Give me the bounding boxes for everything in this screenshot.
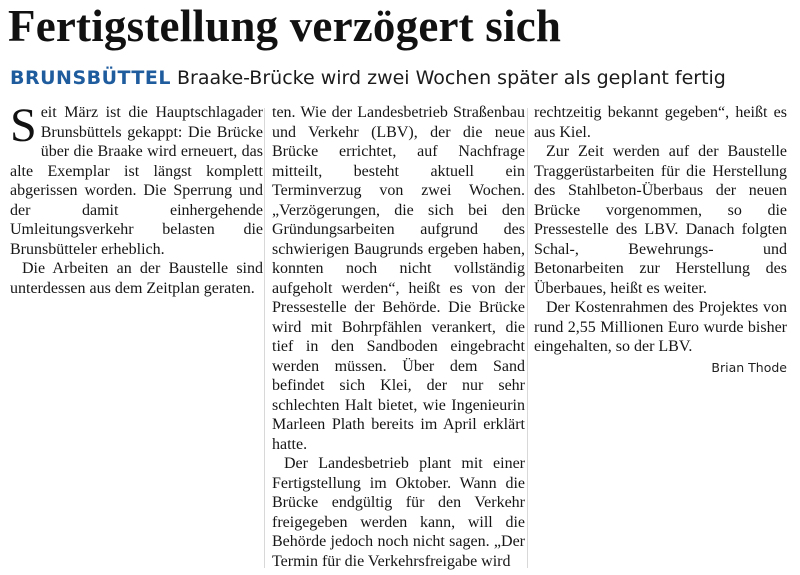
paragraph: Der Landesbetrieb plant mit einer Fertigstellung im Oktober. Wann die Brücke endgültig für den Verkehr freigegeben werden kann, will die Behörde jedoch noch nicht sagen. „Der Termin für die Verkehrsfreigabe wird (272, 455, 525, 570)
paragraph: ten. Wie der Landesbetrieb Straßenbau und Verkehr (LBV), der die neue Brücke errichtet, auf Nachfrage mitteilt, besteht aktuell ein Terminverzug von zwei Wochen. „Verzögerungen, die sich bei den Gründungsarbeiten aufgrund des schwierigen Baugrunds ergeben haben, konnten noch nicht vollständig aufgeholt werden“, heißt es von der Pressestelle der Behörde. Die Brücke wird mit Bohrpfählen verankert, die tief in den Sandboden eingebracht werden müssen. Über dem Sand befindet sich Klei, der nur sehr schlechten Halt bietet, wie Ingenieurin Marleen Plath bereits im April erklärt hatte. (272, 104, 525, 453)
column-divider (264, 108, 265, 568)
subheadline: Braake-Brücke wird zwei Wochen später als geplant fertig (176, 67, 726, 89)
paragraph (10, 99, 263, 259)
column-divider (527, 108, 528, 568)
author-byline: Brian Thode (711, 359, 787, 375)
paragraph: rechtzeitig bekannt gegeben“, heißt es aus Kiel. (534, 104, 787, 141)
headline: Fertigstellung verzögert sich (8, 1, 562, 51)
paragraph: Die Arbeiten an der Baustelle sind unterdessen aus dem Zeitplan geraten. (10, 260, 263, 297)
paragraph: Zur Zeit werden auf der Baustelle Traggerüstarbeiten für die Herstellung des Stahlbeton-Überbaus der neuen Brücke vorgenommen, so die Pressestelle des LBV. Danach folgten Schal-, Bewehrungs- und Betonarbeiten zur Herstellung des Überbaues, heißt es weiter. (534, 143, 787, 297)
article-column-3 (534, 103, 787, 377)
paragraph: Der Kostenrahmen des Projektes von rund 2,55 Millionen Euro wurde bisher eingehalten, so der LBV. (534, 299, 787, 355)
drop-cap: S (10, 99, 37, 152)
subheadline-row (10, 66, 726, 90)
paragraph-text: eit März ist die Hauptschlagader Brunsbüttels gekappt: Die Brücke über die Braake wird erneuert, das alte Exemplar ist längst komplett abgerissen worden. Die Sperrung und der damit einhergehende Umleitungsverkehr belasten die Brunsbütteler erheblich. (10, 104, 263, 258)
roofline-location: BRUNSBÜTTEL (10, 67, 171, 89)
article-column-1 (10, 99, 263, 298)
article-column-2 (272, 103, 525, 571)
